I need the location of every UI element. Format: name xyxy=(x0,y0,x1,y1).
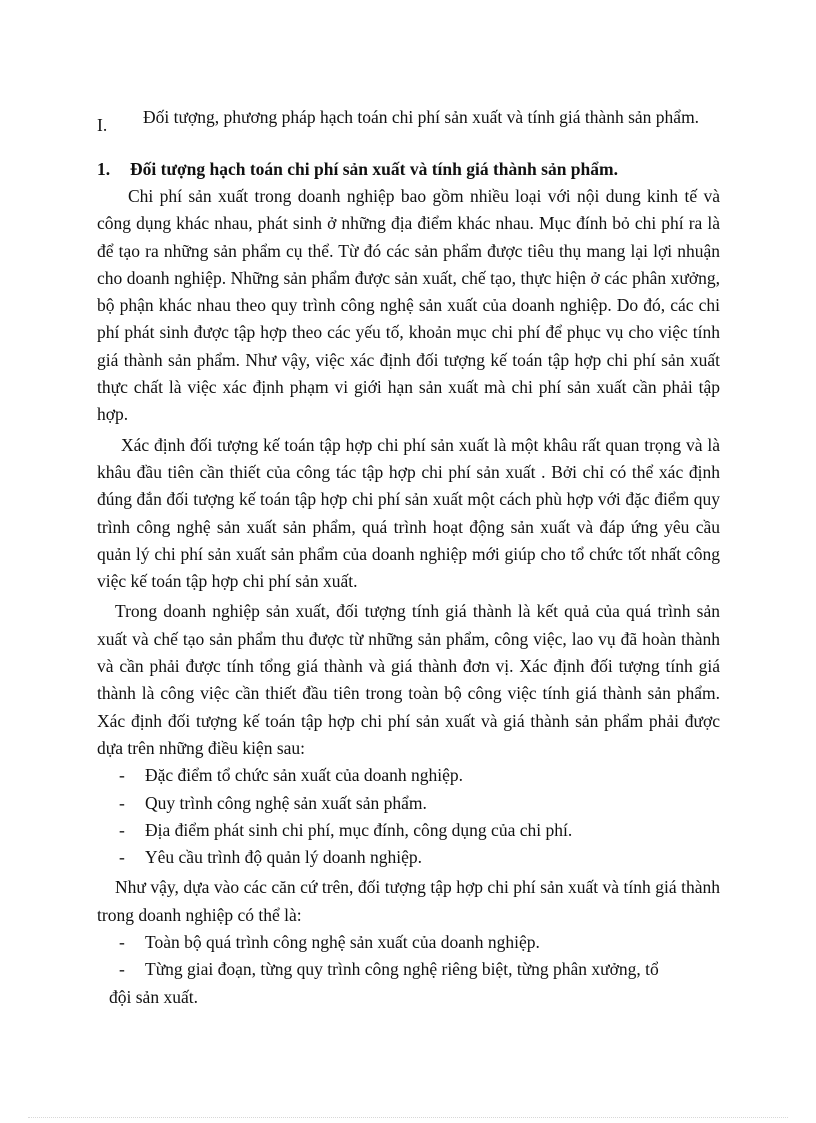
bullet-dash: - xyxy=(119,765,125,786)
section-heading-1 xyxy=(97,104,717,135)
page-bottom-divider xyxy=(28,1117,788,1118)
bullet-dash: - xyxy=(119,847,125,868)
list-item: - Địa điểm phát sinh chi phí, mục đính, công dụng của chi phí. xyxy=(97,817,720,844)
document-body xyxy=(97,183,720,1011)
list-item: - Quy trình công nghệ sản xuất sản phẩm. xyxy=(97,790,720,817)
paragraph-1: Chi phí sản xuất trong doanh nghiệp bao gồm nhiều loại với nội dung kinh tế và công dụng khác nhau, phát sinh ở những địa điểm khác nhau. Mục đính bỏ chi phí ra là để tạo ra những sản phẩm cụ thể. Từ đó các sản phẩm được tiêu thụ mang lại lợi nhuận cho doanh nghiệp. Những sản phẩm được sản xuất, chế tạo, thực hiện ở các phân xưởng, bộ phận khác nhau theo quy trình công nghệ sản xuất của doanh nghiệp. Do đó, các chi phí phát sinh được tập hợp theo các yếu tố, khoản mục chi phí để phục vụ cho việc tính giá thành sản phẩm. Như vậy, việc xác định đối tượng kế toán tập hợp chi phí sản xuất thực chất là việc xác định phạm vi giới hạn sản xuất mà chi phí sản xuất cần phải tập hợp. xyxy=(97,186,720,425)
bullet-dash: - xyxy=(119,932,125,953)
list-item: - Yêu cầu trình độ quản lý doanh nghiệp. xyxy=(97,844,720,871)
list-item: - Đặc điểm tổ chức sản xuất của doanh nghiệp. xyxy=(97,762,720,789)
section-number: I. xyxy=(97,115,108,135)
paragraph-3: Trong doanh nghiệp sản xuất, đối tượng tính giá thành là kết quả của quá trình sản xuất và chế tạo sản phẩm thu được từ những sản phẩm, công việc, lao vụ đã hoàn thành và cần phải được tính tổng giá thành và giá thành đơn vị. Xác định đối tượng tính giá thành là công việc cần thiết đầu tiên trong toàn bộ công việc tính giá thành sản phẩm. Xác định đối tượng kế toán tập hợp chi phí sản xuất và giá thành sản phẩm phải được dựa trên những điều kiện sau: xyxy=(97,601,720,758)
objects-list xyxy=(97,929,720,1011)
section-title: Đối tượng, phương pháp hạch toán chi phí sản xuất và tính giá thành sản phẩm. xyxy=(143,107,700,127)
bullet-dash: - xyxy=(119,819,125,840)
subsection-heading xyxy=(97,156,727,183)
list-item-continuation: đội sản xuất. xyxy=(109,986,198,1007)
paragraph-4: Như vậy, dựa vào các căn cứ trên, đối tượng tập hợp chi phí sản xuất và tính giá thành trong doanh nghiệp có thể là: xyxy=(97,877,720,925)
subsection-number: 1. xyxy=(97,159,111,179)
list-item: - Toàn bộ quá trình công nghệ sản xuất của doanh nghiệp. xyxy=(97,929,720,956)
conditions-list xyxy=(97,762,720,871)
paragraph-2: Xác định đối tượng kế toán tập hợp chi phí sản xuất là một khâu rất quan trọng và là khâu đầu tiên cần thiết của công tác tập hợp chi phí sản xuất . Bởi chỉ có thể xác định đúng đắn đối tượng kế toán tập hợp chi phí sản xuất một cách phù hợp với đặc điểm quy trình công nghệ sản xuất sản phẩm, quá trình hoạt động sản xuất và đáp ứng yêu cầu quản lý chi phí sản xuất sản phẩm của doanh nghiệp mới giúp cho tổ chức tốt nhất công việc kế toán tập hợp chi phí sản xuất. xyxy=(97,434,720,592)
subsection-title: Đối tượng hạch toán chi phí sản xuất và tính giá thành sản phẩm. xyxy=(130,159,618,179)
bullet-dash: - xyxy=(119,959,125,980)
bullet-dash: - xyxy=(119,792,125,813)
list-item: - Từng giai đoạn, từng quy trình công nghệ riêng biệt, từng phân xưởng, tổ xyxy=(97,956,720,983)
